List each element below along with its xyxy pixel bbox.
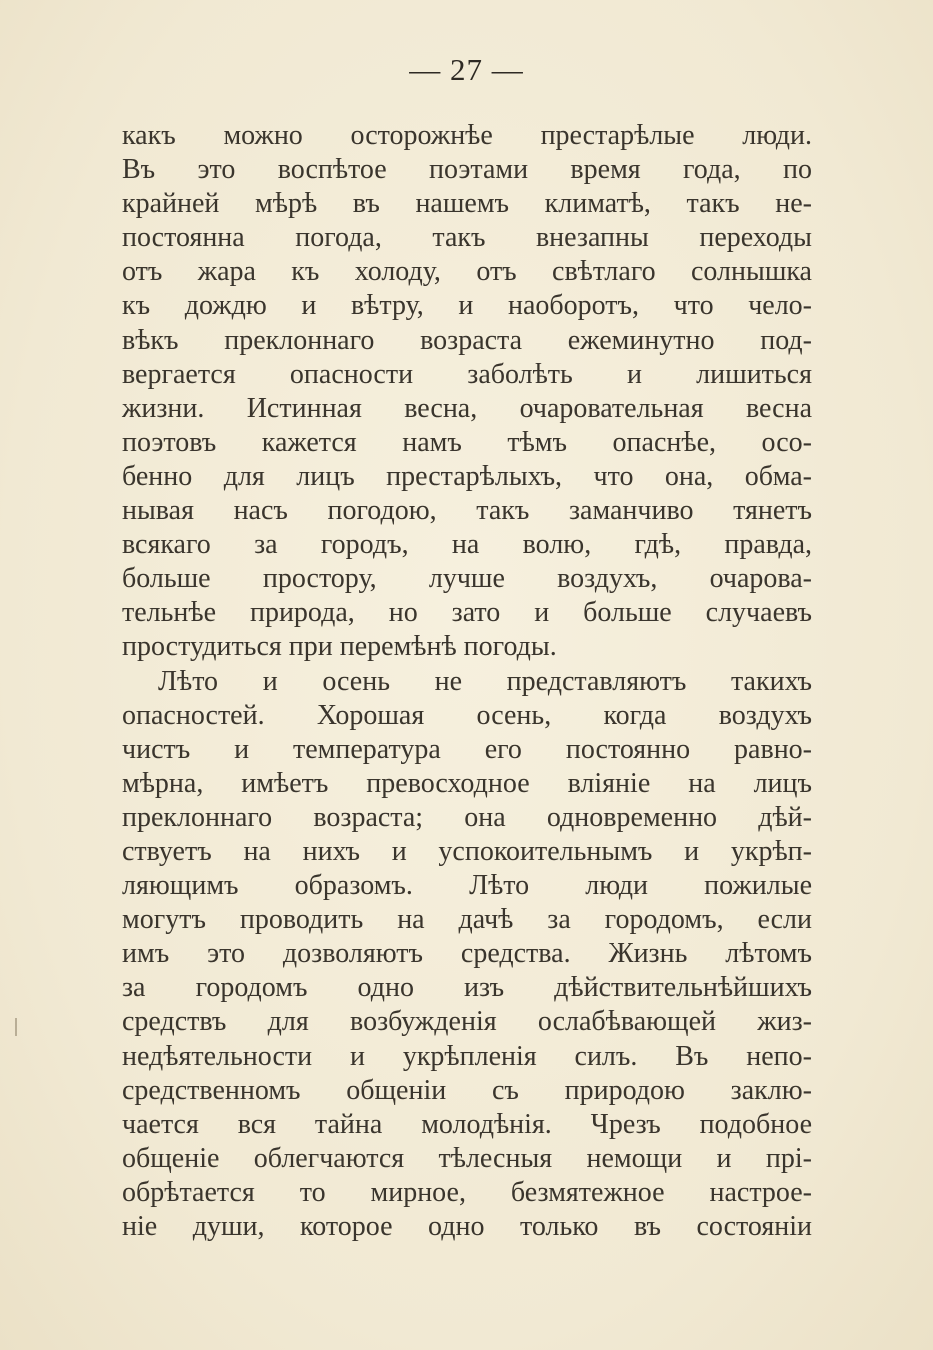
paragraph-2 [122, 665, 812, 1245]
text-line: средствъ для возбужденія ослабѣвающей жиз- [122, 1006, 812, 1038]
text-line: могутъ проводить на дачѣ за городомъ, если [122, 904, 812, 936]
text-line: вергается опасности заболѣть и лишиться [122, 358, 812, 390]
text-line: чается вся тайна молодѣнія. Чрезъ подобное [122, 1108, 812, 1140]
text-line: Лѣто и осень не представляютъ такихъ [158, 665, 812, 697]
text-line: мѣрна, имѣетъ превосходное вліяніе на лицъ [122, 767, 812, 799]
text-line: ляющимъ образомъ. Лѣто люди пожилые [122, 870, 812, 902]
text-line: имъ это дозволяютъ средства. Жизнь лѣтомъ [122, 938, 812, 970]
text-line: Въ это воспѣтое поэтами время года, по [122, 154, 812, 186]
text-line: недѣятельности и укрѣпленія силъ. Въ непо- [122, 1040, 812, 1072]
text-line: всякаго за городъ, на волю, гдѣ, правда, [122, 529, 812, 561]
text-line: ствуетъ на нихъ и успокоительнымъ и укрѣп- [122, 835, 812, 867]
body-text [122, 119, 812, 1244]
margin-mark [15, 1018, 17, 1036]
paragraph-1 [122, 119, 812, 665]
text-line: постоянна погода, такъ внезапны переходы [122, 222, 812, 254]
page-number: — 27 — [409, 52, 524, 87]
text-line: какъ можно осторожнѣе престарѣлые люди. [122, 120, 812, 151]
text-line: простудиться при перемѣнѣ погоды. [122, 631, 557, 663]
text-line: средственномъ общеніи съ природою заклю- [122, 1074, 812, 1106]
text-line: поэтовъ кажется намъ тѣмъ опаснѣе, осо- [122, 426, 812, 458]
text-line: крайней мѣрѣ въ нашемъ климатѣ, такъ не- [122, 188, 812, 220]
text-line: за городомъ одно изъ дѣйствительнѣйшихъ [122, 972, 812, 1004]
text-line: къ дождю и вѣтру, и наоборотъ, что чело- [122, 290, 812, 322]
text-line: отъ жара къ холоду, отъ свѣтлаго солнышка [122, 256, 812, 288]
text-line: тельнѣе природа, но зато и больше случаевъ [122, 597, 812, 629]
text-line: чистъ и температура его постоянно равно- [122, 733, 812, 765]
text-line: бенно для лицъ престарѣлыхъ, что она, обма- [122, 460, 812, 492]
text-line: вѣкъ преклоннаго возраста ежеминутно под- [122, 324, 812, 356]
text-line: больше простору, лучше воздухъ, очарова- [122, 563, 812, 595]
text-line: опасностей. Хорошая осень, когда воздухъ [122, 699, 812, 731]
text-line: обрѣтается то мирное, безмятежное настрое- [122, 1176, 812, 1208]
text-line: ніе души, которое одно только въ состояніи [122, 1211, 812, 1242]
text-line: жизни. Истинная весна, очаровательная весна [122, 392, 812, 424]
text-line: нывая насъ погодою, такъ заманчиво тянетъ [122, 495, 812, 527]
text-line: преклоннаго возраста; она одновременно дѣй- [122, 801, 812, 833]
text-line: общеніе облегчаются тѣлесныя немощи и прі- [122, 1142, 812, 1174]
